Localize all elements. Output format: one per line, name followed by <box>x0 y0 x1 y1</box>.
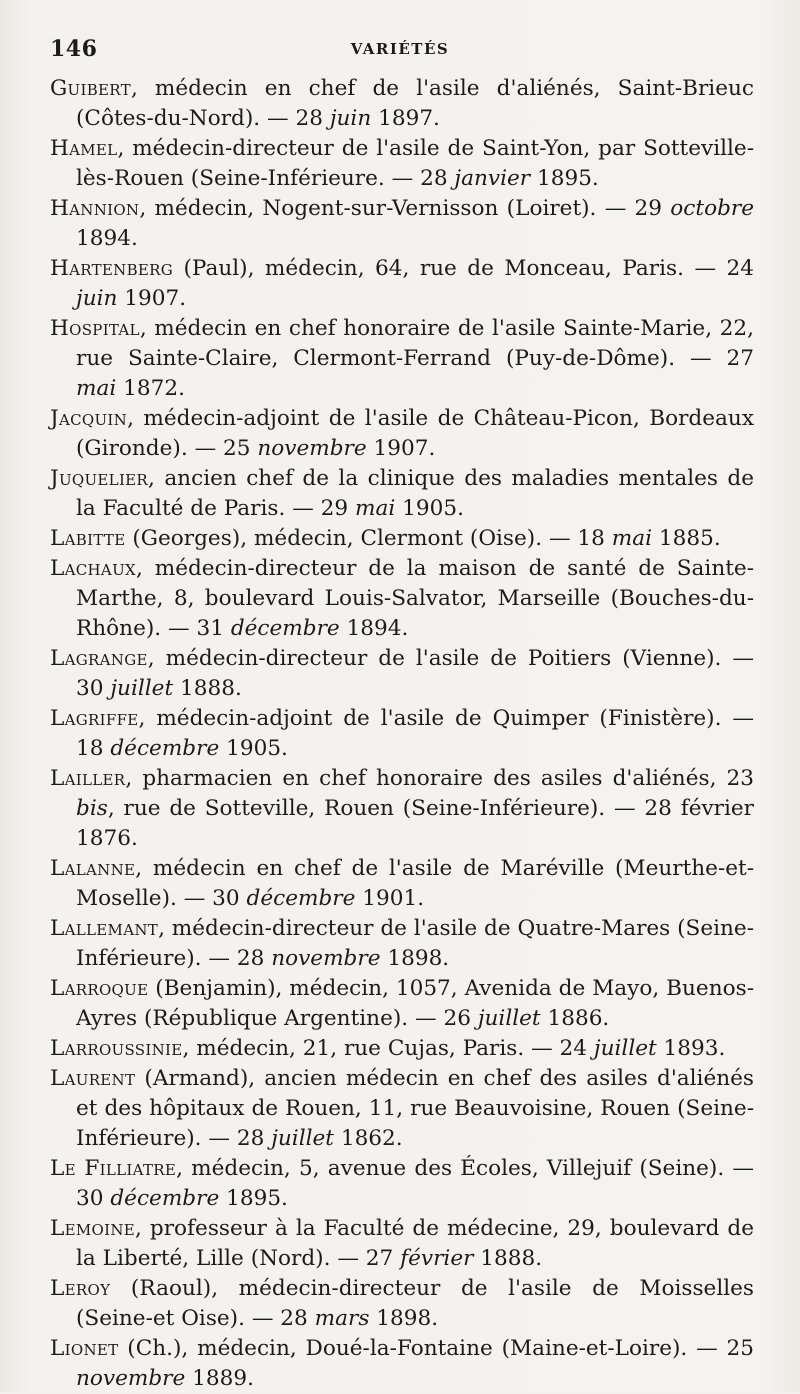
list-item <box>50 554 754 644</box>
entry-date-month: décembre <box>230 616 340 641</box>
entry-text-end: 1907. <box>366 436 436 461</box>
entry-date-month: décembre <box>110 1186 220 1211</box>
entry-name: Guibert <box>50 76 131 101</box>
entry-text: , médecin en chef de l'asile de Maréville (Meurthe-et-Moselle). — 30 <box>76 856 754 911</box>
entry-name: Hospital <box>50 316 140 341</box>
entry-text: , médecin-directeur de l'asile de Poitiers (Vienne). — 30 <box>76 646 754 701</box>
entry-text-end: 1894. <box>339 616 409 641</box>
entry-text-end: 1885. <box>652 526 721 551</box>
entry-text-end: 1901. <box>355 886 425 911</box>
page-number: 146 <box>50 36 98 62</box>
list-item <box>50 914 754 974</box>
entry-text-end: 1893. <box>656 1036 726 1061</box>
entry-text-end: 1895. <box>219 1186 288 1211</box>
entry-text: , médecin-directeur de l'asile de Quatre-Mares (Seine-Inférieure). — 28 <box>76 916 755 971</box>
list-item <box>50 404 754 464</box>
entry-date-month: décembre <box>246 886 356 911</box>
entry-text: , médecin-adjoint de l'asile de Quimper (Finistère). — 18 <box>76 706 754 761</box>
list-item <box>50 74 754 134</box>
entry-date-month: bis <box>76 796 108 821</box>
list-item <box>50 194 754 254</box>
list-item <box>50 974 754 1034</box>
list-item <box>50 1334 754 1394</box>
list-item <box>50 314 754 404</box>
entry-text: (Benjamin), médecin, 1057, Avenida de Mayo, Buenos-Ayres (République Argentine). — 26 <box>76 976 754 1031</box>
entry-date-month: juin <box>329 106 372 131</box>
entry-date-month: décembre <box>110 736 220 761</box>
list-item <box>50 1274 754 1334</box>
entry-text: , ancien chef de la clinique des maladies mentales de la Faculté de Paris. — 29 <box>76 466 754 521</box>
entry-name: Lemoine <box>50 1216 136 1241</box>
list-item <box>50 1154 754 1214</box>
entry-name: Juquelier <box>50 466 149 491</box>
list-item <box>50 254 754 314</box>
entry-date-month: mai <box>611 526 653 551</box>
entry-date-month: octobre <box>670 196 754 221</box>
entry-date-month: novembre <box>76 1366 186 1391</box>
entry-date-month: mars <box>314 1306 370 1331</box>
entry-name: Larroque <box>50 976 149 1001</box>
entry-text-end: 1889. <box>185 1366 254 1391</box>
entry-name: Lachaux <box>50 556 136 581</box>
entry-name: Labitte <box>50 526 126 551</box>
list-item <box>50 704 754 764</box>
entry-text-end: 1895. <box>530 166 599 191</box>
entry-date-month: février <box>400 1246 474 1271</box>
entry-text-end: 1888. <box>173 676 242 701</box>
entry-text-end: , rue de Sotteville, Rouen (Seine-Inférieure). — 28 février 1876. <box>76 796 754 851</box>
entry-text: , pharmacien en chef honoraire des asiles d'aliénés, 23 <box>125 766 754 791</box>
list-item <box>50 1034 754 1064</box>
entry-text: (Georges), médecin, Clermont (Oise). — 18 <box>125 526 612 551</box>
entry-date-month: mai <box>355 496 396 521</box>
entry-name: Laurent <box>50 1066 136 1091</box>
entry-text-end: 1897. <box>371 106 440 131</box>
entry-name: Lagriffe <box>50 706 139 731</box>
entry-text-end: 1907. <box>117 286 187 311</box>
entry-text: (Armand), ancien médecin en chef des asiles d'aliénés et des hôpitaux de Rouen, 11, rue Beauvoisine, Rouen (Seine-Inférieure). — 28 <box>76 1066 754 1151</box>
entry-name: Lagrange <box>50 646 148 671</box>
entry-text: , médecin en chef honoraire de l'asile Sainte-Marie, 22, rue Sainte-Claire, Clermont-Ferrand (Puy-de-Dôme). — 27 <box>76 316 754 371</box>
entry-date-month: juin <box>76 286 118 311</box>
entry-date-month: novembre <box>257 436 367 461</box>
entry-text-end: 1905. <box>219 736 288 761</box>
entry-text-end: 1898. <box>380 946 450 971</box>
entry-name: Jacquin <box>50 406 128 431</box>
list-item <box>50 464 754 524</box>
entry-text: , médecin, Nogent-sur-Vernisson (Loiret). — 29 <box>139 196 671 221</box>
list-item <box>50 854 754 914</box>
entry-text: , professeur à la Faculté de médecine, 29, boulevard de la Liberté, Lille (Nord). — 27 <box>76 1216 754 1271</box>
list-item <box>50 764 754 854</box>
entry-text-end: 1888. <box>473 1246 543 1271</box>
entry-list <box>50 74 754 1394</box>
entry-name: Lalanne <box>50 856 136 881</box>
entry-name: Hannion <box>50 196 140 221</box>
page-header <box>50 36 750 72</box>
entry-date-month: novembre <box>271 946 381 971</box>
entry-date-month: juillet <box>593 1036 657 1061</box>
entry-date-month: juillet <box>477 1006 541 1031</box>
entry-text-end: 1862. <box>333 1126 403 1151</box>
list-item <box>50 644 754 704</box>
entry-name: Le Filliatre <box>50 1156 177 1181</box>
running-head: VARIÉTÉS <box>350 40 450 58</box>
entry-date-month: juillet <box>271 1126 334 1151</box>
entry-date-month: janvier <box>454 166 531 191</box>
entry-name: Lionet <box>50 1336 119 1361</box>
entry-name: Larroussinie <box>50 1036 183 1061</box>
entry-date-month: juillet <box>110 676 174 701</box>
entry-date-month: mai <box>76 376 117 401</box>
entry-text: , médecin-adjoint de l'asile de Château-Picon, Bordeaux (Gironde). — 25 <box>76 406 754 461</box>
entry-text-end: 1905. <box>395 496 464 521</box>
entry-text: (Ch.), médecin, Doué-la-Fontaine (Maine-et-Loire). — 25 <box>118 1336 754 1361</box>
entry-name: Hamel <box>50 136 118 161</box>
entry-name: Hartenberg <box>50 256 174 281</box>
entry-name: Lailler <box>50 766 126 791</box>
list-item <box>50 1214 754 1274</box>
entry-text-end: 1886. <box>540 1006 610 1031</box>
list-item <box>50 1064 754 1154</box>
entry-text-end: 1894. <box>76 226 138 251</box>
entry-text: , médecin-directeur de l'asile de Saint-Yon, par Sotteville-lès-Rouen (Seine-Inférieure. — 28 <box>76 136 754 191</box>
entry-text: (Raoul), médecin-directeur de l'asile de Moisselles (Seine-et Oise). — 28 <box>76 1276 754 1331</box>
entry-text: , médecin, 5, avenue des Écoles, Villejuif (Seine). — 30 <box>76 1156 754 1211</box>
list-item <box>50 134 754 194</box>
entry-text-end: 1872. <box>116 376 185 401</box>
entry-name: Leroy <box>50 1276 111 1301</box>
entry-text: , médecin, 21, rue Cujas, Paris. — 24 <box>182 1036 594 1061</box>
entry-name: Lallemant <box>50 916 159 941</box>
entry-text: (Paul), médecin, 64, rue de Monceau, Paris. — 24 <box>173 256 754 281</box>
entry-text-end: 1898. <box>369 1306 439 1331</box>
entry-text: , médecin en chef de l'asile d'aliénés, Saint-Brieuc (Côtes-du-Nord). — 28 <box>76 76 754 131</box>
entry-text: , médecin-directeur de la maison de santé de Sainte-Marthe, 8, boulevard Louis-Salvator, Marseille (Bouches-du-Rhône). — 31 <box>76 556 754 641</box>
list-item <box>50 524 754 554</box>
